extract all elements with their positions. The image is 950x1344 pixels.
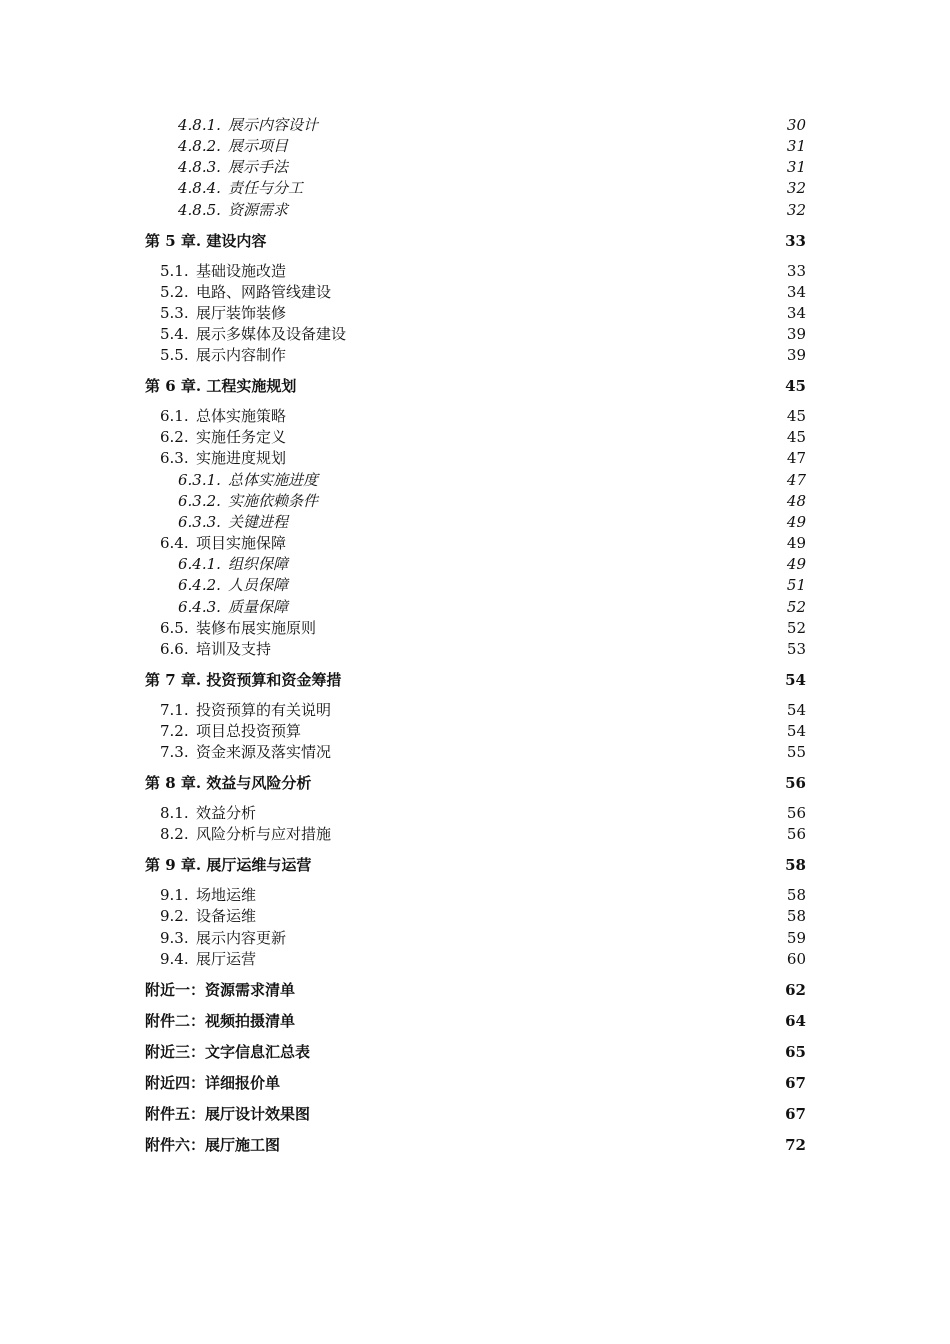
- toc-section-entry[interactable]: [0, 949, 950, 970]
- toc-entry-page: 54: [785, 671, 806, 689]
- toc-entry-title: 风险分析与应对措施: [196, 825, 332, 843]
- toc-entry-title: 展示内容更新: [196, 929, 287, 947]
- toc-entry-title: 电路、网路管线建设: [196, 283, 332, 301]
- toc-section-entry[interactable]: [0, 303, 950, 324]
- toc-entry-title: 基础设施改造: [196, 262, 287, 280]
- toc-entry-number: 6.3.2.: [178, 492, 221, 510]
- toc-entry-page: 54: [786, 722, 806, 740]
- toc-entry-title: 资源需求: [228, 201, 289, 219]
- toc-entry-title: 人员保障: [228, 576, 289, 594]
- toc-entry-page: 53: [786, 640, 806, 658]
- toc-entry-title: 资金来源及落实情况: [196, 743, 332, 761]
- toc-section-entry[interactable]: [0, 721, 950, 742]
- toc-entry-title: 效益分析: [196, 804, 257, 822]
- toc-entry-number: 5.1.: [160, 262, 189, 280]
- toc-entry-number: 6.4.1.: [178, 555, 221, 573]
- toc-entry-number: 6.3.3.: [178, 513, 221, 531]
- toc-entry-page: 33: [786, 262, 806, 280]
- toc-entry-number: 8.1.: [160, 804, 189, 822]
- toc-chapter-entry[interactable]: [0, 1135, 950, 1156]
- toc-chapter-entry[interactable]: [0, 773, 950, 794]
- toc-entry-title: 展示项目: [228, 137, 289, 155]
- toc-section-entry[interactable]: [0, 618, 950, 639]
- toc-entry-title: 培训及支持: [196, 640, 272, 658]
- toc-entry-title: 展厅装饰装修: [196, 304, 287, 322]
- toc-entry-title: 展示内容制作: [196, 346, 287, 364]
- toc-entry-page: 67: [785, 1074, 806, 1092]
- toc-entry-title: 第 6 章. 工程实施规划: [145, 377, 297, 395]
- toc-entry-title: 场地运维: [196, 886, 257, 904]
- toc-entry-number: 6.4.2.: [178, 576, 221, 594]
- toc-section-entry[interactable]: [0, 700, 950, 721]
- toc-entry-title: 总体实施策略: [196, 407, 287, 425]
- toc-section-entry[interactable]: [0, 470, 950, 491]
- toc-entry-title: 关键进程: [228, 513, 289, 531]
- toc-entry-title: 展示手法: [228, 158, 289, 176]
- toc-entry-title: 总体实施进度: [228, 471, 319, 489]
- toc-entry-page: 62: [785, 981, 806, 999]
- toc-entry-number: 6.4.: [160, 534, 189, 552]
- toc-entry-number: 7.1.: [160, 701, 189, 719]
- toc-entry-page: 59: [786, 929, 806, 947]
- toc-section-entry[interactable]: [0, 115, 950, 136]
- toc-entry-title: 附近四：详细报价单: [145, 1074, 281, 1092]
- toc-entry-title: 第 7 章. 投资预算和资金筹措: [145, 671, 342, 689]
- toc-entry-page: 56: [785, 774, 806, 792]
- toc-section-entry[interactable]: [0, 554, 950, 575]
- toc-entry-page: 60: [786, 950, 806, 968]
- toc-entry-number: 5.4.: [160, 325, 189, 343]
- toc-section-entry[interactable]: [0, 324, 950, 345]
- toc-section-entry[interactable]: [0, 406, 950, 427]
- toc-entry-page: 45: [785, 377, 806, 395]
- toc-section-entry[interactable]: [0, 448, 950, 469]
- toc-entry-title: 附件五：展厅设计效果图: [145, 1105, 311, 1123]
- toc-entry-number: 9.1.: [160, 886, 189, 904]
- toc-chapter-entry[interactable]: [0, 376, 950, 397]
- toc-entry-page: 52: [786, 619, 806, 637]
- toc-entry-page: 64: [785, 1012, 806, 1030]
- toc-entry-number: 4.8.5.: [178, 201, 221, 219]
- toc-entry-number: 6.2.: [160, 428, 189, 446]
- toc-chapter-entry[interactable]: [0, 670, 950, 691]
- toc-entry-number: 7.2.: [160, 722, 189, 740]
- toc-entry-number: 6.6.: [160, 640, 189, 658]
- toc-entry-title: 投资预算的有关说明: [196, 701, 332, 719]
- toc-entry-page: 32: [786, 201, 806, 219]
- toc-entry-page: 65: [785, 1043, 806, 1061]
- toc-entry-number: 8.2.: [160, 825, 189, 843]
- toc-entry-page: 54: [786, 701, 806, 719]
- toc-entry-title: 展厅运营: [196, 950, 257, 968]
- toc-section-entry[interactable]: [0, 742, 950, 763]
- toc-entry-title: 第 9 章. 展厅运维与运营: [145, 856, 312, 874]
- toc-section-entry[interactable]: [0, 178, 950, 199]
- toc-entry-number: 4.8.3.: [178, 158, 221, 176]
- toc-chapter-entry[interactable]: [0, 1011, 950, 1032]
- toc-section-entry[interactable]: [0, 824, 950, 845]
- toc-section-entry[interactable]: [0, 136, 950, 157]
- toc-entry-number: 6.1.: [160, 407, 189, 425]
- toc-entry-number: 9.3.: [160, 929, 189, 947]
- toc-entry-page: 31: [786, 158, 806, 176]
- toc-entry-number: 9.2.: [160, 907, 189, 925]
- toc-chapter-entry[interactable]: [0, 855, 950, 876]
- toc-chapter-entry[interactable]: [0, 980, 950, 1001]
- toc-section-entry[interactable]: [0, 200, 950, 221]
- toc-entry-number: 4.8.2.: [178, 137, 221, 155]
- toc-entry-title: 展示多媒体及设备建设: [196, 325, 347, 343]
- toc-section-entry[interactable]: [0, 906, 950, 927]
- toc-section-entry[interactable]: [0, 282, 950, 303]
- toc-entry-number: 6.4.3.: [178, 598, 221, 616]
- toc-entry-page: 32: [786, 179, 806, 197]
- toc-entry-page: 45: [786, 407, 806, 425]
- toc-entry-number: 6.3.1.: [178, 471, 221, 489]
- toc-entry-page: 45: [786, 428, 806, 446]
- toc-section-entry[interactable]: [0, 803, 950, 824]
- toc-entry-page: 30: [786, 116, 806, 134]
- toc-entry-page: 31: [786, 137, 806, 155]
- toc-entry-title: 项目总投资预算: [196, 722, 302, 740]
- toc-entry-title: 责任与分工: [228, 179, 304, 197]
- toc-entry-number: 6.3.: [160, 449, 189, 467]
- toc-section-entry[interactable]: [0, 575, 950, 596]
- toc-entry-page: 67: [785, 1105, 806, 1123]
- toc-entry-page: 55: [786, 743, 806, 761]
- toc-entry-page: 47: [786, 471, 806, 489]
- toc-entry-number: 5.2.: [160, 283, 189, 301]
- toc-entry-number: 6.5.: [160, 619, 189, 637]
- toc-entry-page: 49: [786, 555, 806, 573]
- toc-section-entry[interactable]: [0, 157, 950, 178]
- toc-entry-title: 第 8 章. 效益与风险分析: [145, 774, 312, 792]
- toc-entry-page: 49: [786, 534, 806, 552]
- toc-section-entry[interactable]: [0, 639, 950, 660]
- toc-entry-title: 附件二：视频拍摄清单: [145, 1012, 296, 1030]
- toc-section-entry[interactable]: [0, 885, 950, 906]
- toc-section-entry[interactable]: [0, 491, 950, 512]
- toc-entry-page: 58: [786, 907, 806, 925]
- toc-entry-page: 56: [786, 804, 806, 822]
- toc-section-entry[interactable]: [0, 597, 950, 618]
- toc-entry-page: 72: [785, 1136, 806, 1154]
- toc-chapter-entry[interactable]: [0, 1073, 950, 1094]
- toc-entry-number: 7.3.: [160, 743, 189, 761]
- toc-entry-title: 展示内容设计: [228, 116, 319, 134]
- toc-entry-page: 39: [786, 325, 806, 343]
- toc-entry-page: 47: [786, 449, 806, 467]
- toc-entry-page: 49: [786, 513, 806, 531]
- toc-entry-number: 5.5.: [160, 346, 189, 364]
- toc-entry-title: 附近一：资源需求清单: [145, 981, 296, 999]
- toc-entry-number: 4.8.1.: [178, 116, 221, 134]
- toc-entry-number: 9.4.: [160, 950, 189, 968]
- toc-entry-page: 33: [785, 232, 806, 250]
- toc-entry-page: 48: [786, 492, 806, 510]
- toc-entry-title: 项目实施保障: [196, 534, 287, 552]
- toc-entry-title: 实施进度规划: [196, 449, 287, 467]
- toc-entry-page: 34: [786, 283, 806, 301]
- toc-entry-page: 58: [786, 886, 806, 904]
- toc-entry-title: 组织保障: [228, 555, 289, 573]
- toc-entry-page: 56: [786, 825, 806, 843]
- toc-entry-page: 51: [786, 576, 806, 594]
- toc-section-entry[interactable]: [0, 512, 950, 533]
- toc-section-entry[interactable]: [0, 345, 950, 366]
- toc-chapter-entry[interactable]: [0, 231, 950, 252]
- toc-section-entry[interactable]: [0, 533, 950, 554]
- toc-entry-title: 装修布展实施原则: [196, 619, 317, 637]
- toc-entry-number: 5.3.: [160, 304, 189, 322]
- toc-section-entry[interactable]: [0, 928, 950, 949]
- toc-entry-title: 第 5 章. 建设内容: [145, 232, 267, 250]
- toc-entry-page: 34: [786, 304, 806, 322]
- toc-entry-title: 质量保障: [228, 598, 289, 616]
- toc-chapter-entry[interactable]: [0, 1104, 950, 1125]
- toc-section-entry[interactable]: [0, 427, 950, 448]
- toc-entry-title: 设备运维: [196, 907, 257, 925]
- toc-entry-number: 4.8.4.: [178, 179, 221, 197]
- toc-entry-title: 附件六：展厅施工图: [145, 1136, 281, 1154]
- toc-entry-title: 实施依赖条件: [228, 492, 319, 510]
- toc-entry-page: 58: [785, 856, 806, 874]
- toc-entry-page: 39: [786, 346, 806, 364]
- toc-entry-title: 附近三：文字信息汇总表: [145, 1043, 311, 1061]
- toc-entry-page: 52: [786, 598, 806, 616]
- toc-section-entry[interactable]: [0, 261, 950, 282]
- toc-entry-title: 实施任务定义: [196, 428, 287, 446]
- toc-chapter-entry[interactable]: [0, 1042, 950, 1063]
